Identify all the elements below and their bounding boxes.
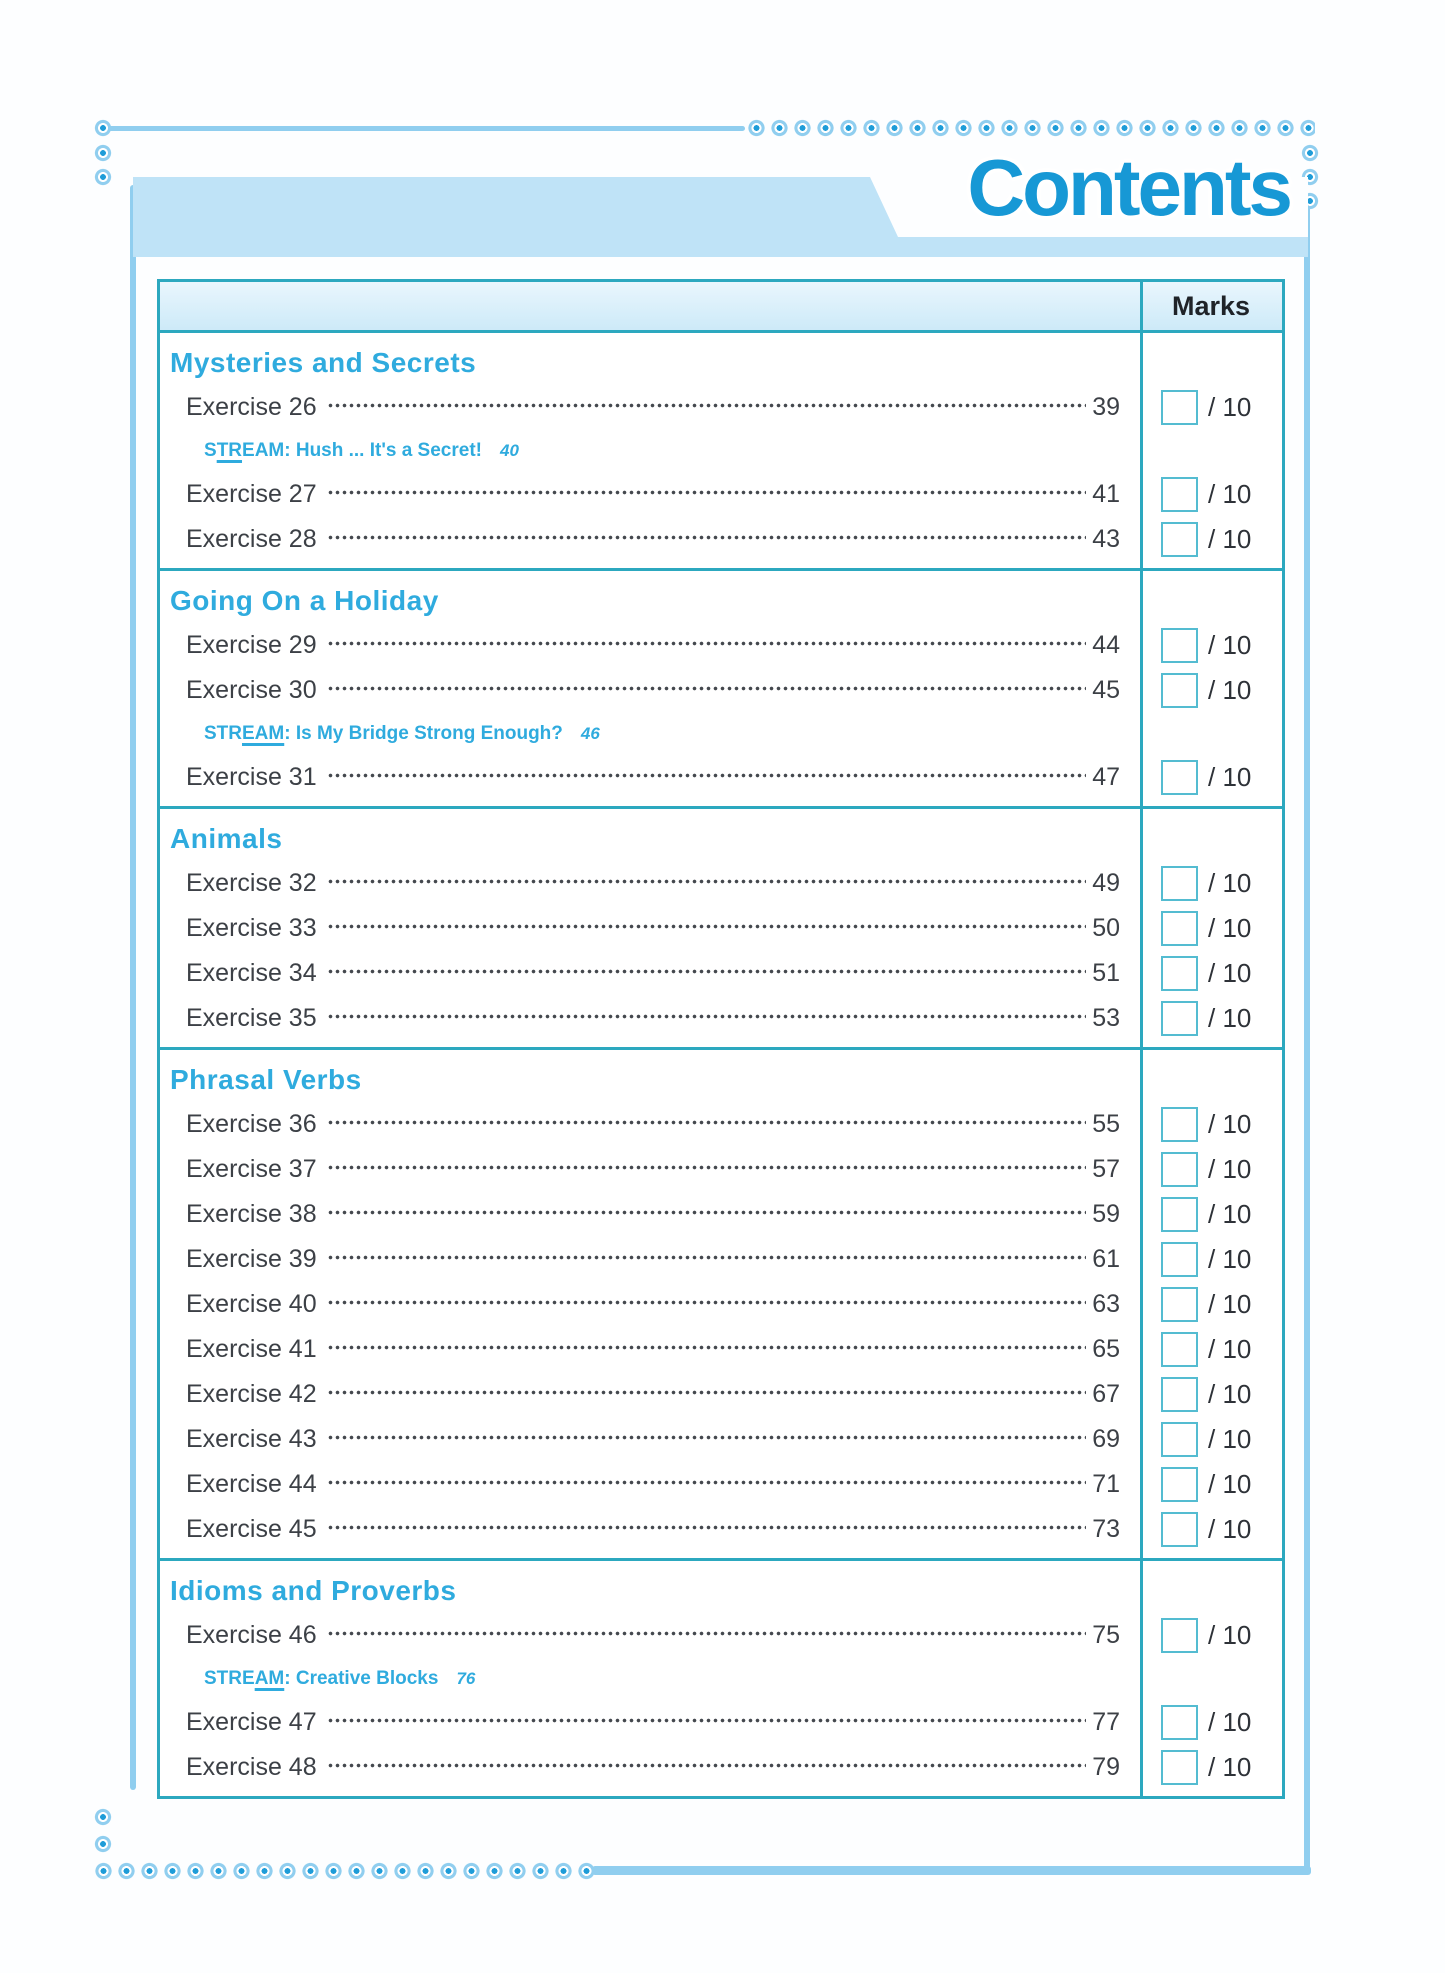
marks-denominator: / 10	[1208, 675, 1252, 705]
marks-cell	[1140, 1750, 1282, 1785]
row-main	[160, 723, 1140, 745]
dotted-leader	[327, 924, 1087, 929]
page-number: 41	[1092, 480, 1120, 508]
table-body	[160, 333, 1282, 1796]
toc-section	[160, 333, 1282, 568]
exercise-row	[160, 1700, 1282, 1745]
dotted-leader	[327, 490, 1087, 495]
marks-cell	[1140, 1512, 1282, 1547]
marks-box[interactable]	[1161, 522, 1198, 557]
exercise-row	[160, 1147, 1282, 1192]
row-main	[160, 1290, 1140, 1319]
dotted-leader	[327, 773, 1087, 778]
marks-cell	[1140, 1467, 1282, 1502]
toc-section	[160, 1558, 1282, 1796]
page-number: 47	[1092, 763, 1120, 791]
frame-bottom-bar	[592, 1866, 1311, 1875]
page-number: 59	[1092, 1200, 1120, 1228]
toc-section	[160, 568, 1282, 806]
frame-dot	[92, 1806, 114, 1828]
page-number: 61	[1092, 1245, 1120, 1273]
page-number: 57	[1092, 1155, 1120, 1183]
frame-dot	[92, 142, 114, 164]
page-number: 39	[1092, 393, 1120, 421]
dotted-leader	[327, 1631, 1087, 1636]
marks-box[interactable]	[1161, 1107, 1198, 1142]
dotted-leader	[327, 1525, 1087, 1530]
section-title: Animals	[170, 823, 283, 854]
row-main	[160, 1753, 1140, 1782]
exercise-row	[160, 668, 1282, 713]
marks-box[interactable]	[1161, 390, 1198, 425]
exercise-label: Exercise 36	[186, 1110, 317, 1138]
toc-section	[160, 1047, 1282, 1558]
marks-denominator: / 10	[1208, 762, 1252, 792]
row-main	[160, 1380, 1140, 1409]
exercise-label: Exercise 42	[186, 1380, 317, 1408]
frame-left-line	[130, 185, 136, 1790]
page-number: 65	[1092, 1335, 1120, 1363]
page-number: 50	[1092, 914, 1120, 942]
dotted-leader	[327, 1255, 1087, 1260]
marks-denominator: / 10	[1208, 1707, 1252, 1737]
exercise-label: Exercise 28	[186, 525, 317, 553]
row-main	[160, 1515, 1140, 1544]
exercise-label: Exercise 31	[186, 763, 317, 791]
row-main	[160, 631, 1140, 660]
section-title: Mysteries and Secrets	[170, 347, 477, 378]
frame-dot	[1299, 142, 1321, 164]
row-main	[160, 1621, 1140, 1650]
marks-box[interactable]	[1161, 1377, 1198, 1412]
page-number: 75	[1092, 1621, 1120, 1649]
stream-row	[160, 430, 1282, 472]
exercise-row	[160, 1282, 1282, 1327]
marks-box[interactable]	[1161, 628, 1198, 663]
frame-top-dots	[745, 117, 1315, 139]
row-main	[160, 763, 1140, 792]
page-number: 49	[1092, 869, 1120, 897]
marks-denominator: / 10	[1208, 1003, 1252, 1033]
frame-top-line	[105, 126, 745, 131]
exercise-row	[160, 1417, 1282, 1462]
marks-denominator: / 10	[1208, 1199, 1252, 1229]
exercise-label: Exercise 41	[186, 1335, 317, 1363]
row-main	[160, 676, 1140, 705]
marks-box[interactable]	[1161, 956, 1198, 991]
exercise-label: Exercise 29	[186, 631, 317, 659]
marks-denominator: / 10	[1208, 913, 1252, 943]
marks-cell	[1140, 1422, 1282, 1457]
dotted-leader	[327, 1345, 1087, 1350]
marks-denominator: / 10	[1208, 524, 1252, 554]
marks-cell	[1140, 1705, 1282, 1740]
marks-box[interactable]	[1161, 1287, 1198, 1322]
frame-dot	[92, 1833, 114, 1855]
exercise-label: Exercise 48	[186, 1753, 317, 1781]
page-number: 71	[1092, 1470, 1120, 1498]
marks-denominator: / 10	[1208, 1154, 1252, 1184]
exercise-row	[160, 996, 1282, 1041]
stream-row	[160, 1658, 1282, 1700]
marks-denominator: / 10	[1208, 1289, 1252, 1319]
row-main	[160, 1425, 1140, 1454]
dotted-leader	[327, 1435, 1087, 1440]
dotted-leader	[327, 403, 1087, 408]
dotted-leader	[327, 1210, 1087, 1215]
marks-denominator: / 10	[1208, 1244, 1252, 1274]
marks-denominator: / 10	[1208, 479, 1252, 509]
section-title: Going On a Holiday	[170, 585, 439, 616]
row-main	[160, 1110, 1140, 1139]
page-number: 73	[1092, 1515, 1120, 1543]
marks-cell	[1140, 1197, 1282, 1232]
page-number: 79	[1092, 1753, 1120, 1781]
exercise-label: Exercise 30	[186, 676, 317, 704]
section-title: Phrasal Verbs	[170, 1064, 362, 1095]
row-main	[160, 1708, 1140, 1737]
row-main	[160, 440, 1140, 462]
marks-denominator: / 10	[1208, 1469, 1252, 1499]
marks-denominator: / 10	[1208, 392, 1252, 422]
dotted-leader	[327, 1165, 1087, 1170]
marks-box[interactable]	[1161, 1750, 1198, 1785]
exercise-label: Exercise 34	[186, 959, 317, 987]
marks-box[interactable]	[1161, 1422, 1198, 1457]
row-main	[160, 1470, 1140, 1499]
page-number: 77	[1092, 1708, 1120, 1736]
row-main	[160, 525, 1140, 554]
marks-box[interactable]	[1161, 760, 1198, 795]
table-column-divider	[1140, 282, 1143, 1796]
marks-denominator: / 10	[1208, 1514, 1252, 1544]
marks-denominator: / 10	[1208, 1424, 1252, 1454]
page-number: 63	[1092, 1290, 1120, 1318]
marks-cell	[1140, 390, 1282, 425]
marks-denominator: / 10	[1208, 958, 1252, 988]
exercise-label: Exercise 26	[186, 393, 317, 421]
marks-cell	[1140, 911, 1282, 946]
row-main	[160, 1200, 1140, 1229]
exercise-label: Exercise 32	[186, 869, 317, 897]
page-number: 69	[1092, 1425, 1120, 1453]
row-main	[160, 1335, 1140, 1364]
row-main	[160, 1245, 1140, 1274]
row-main	[160, 393, 1140, 422]
section-title: Idioms and Proverbs	[170, 1575, 457, 1606]
marks-box[interactable]	[1161, 1618, 1198, 1653]
row-main	[160, 869, 1140, 898]
marks-box[interactable]	[1161, 1001, 1198, 1036]
stream-page-number: 46	[580, 724, 600, 743]
exercise-row	[160, 517, 1282, 562]
marks-cell	[1140, 522, 1282, 557]
frame-dot	[92, 117, 114, 139]
row-main	[160, 480, 1140, 509]
page-number: 45	[1092, 676, 1120, 704]
page-number: 53	[1092, 1004, 1120, 1032]
marks-denominator: / 10	[1208, 1334, 1252, 1364]
marks-cell	[1140, 1242, 1282, 1277]
exercise-row	[160, 1372, 1282, 1417]
marks-denominator: / 10	[1208, 1620, 1252, 1650]
exercise-label: Exercise 27	[186, 480, 317, 508]
marks-cell	[1140, 1618, 1282, 1653]
exercise-label: Exercise 38	[186, 1200, 317, 1228]
dotted-leader	[327, 641, 1087, 646]
dotted-leader	[327, 686, 1087, 691]
marks-cell	[1140, 1377, 1282, 1412]
marks-denominator: / 10	[1208, 868, 1252, 898]
marks-box[interactable]	[1161, 1467, 1198, 1502]
dotted-leader	[327, 1120, 1087, 1125]
marks-cell	[1140, 1287, 1282, 1322]
dotted-leader	[327, 1480, 1087, 1485]
marks-denominator: / 10	[1208, 1379, 1252, 1409]
exercise-row	[160, 861, 1282, 906]
marks-cell	[1140, 1152, 1282, 1187]
marks-cell	[1140, 673, 1282, 708]
row-main	[160, 959, 1140, 988]
page-number: 43	[1092, 525, 1120, 553]
marks-cell	[1140, 866, 1282, 901]
frame-dot	[92, 166, 114, 188]
stream-page-number: 76	[456, 1669, 476, 1688]
exercise-row	[160, 1745, 1282, 1790]
exercise-row	[160, 1462, 1282, 1507]
exercise-row	[160, 1237, 1282, 1282]
contents-table	[157, 279, 1285, 1799]
dotted-leader	[327, 1014, 1087, 1019]
marks-box[interactable]	[1161, 673, 1198, 708]
dotted-leader	[327, 1300, 1087, 1305]
marks-box[interactable]	[1161, 1512, 1198, 1547]
stream-label: STREAM: Hush ... It's a Secret!	[204, 440, 482, 461]
exercise-row	[160, 951, 1282, 996]
dotted-leader	[327, 1718, 1087, 1723]
stream-row	[160, 713, 1282, 755]
row-main	[160, 1155, 1140, 1184]
exercise-label: Exercise 37	[186, 1155, 317, 1183]
exercise-label: Exercise 40	[186, 1290, 317, 1318]
exercise-label: Exercise 35	[186, 1004, 317, 1032]
table-header-spacer	[160, 282, 1140, 330]
marks-denominator: / 10	[1208, 630, 1252, 660]
marks-denominator: / 10	[1208, 1752, 1252, 1782]
marks-box[interactable]	[1161, 1197, 1198, 1232]
marks-cell	[1140, 477, 1282, 512]
marks-box[interactable]	[1161, 911, 1198, 946]
exercise-row	[160, 755, 1282, 800]
exercise-row	[160, 906, 1282, 951]
marks-box[interactable]	[1161, 866, 1198, 901]
exercise-row	[160, 1102, 1282, 1147]
stream-label: STREAM: Is My Bridge Strong Enough?	[204, 723, 563, 744]
exercise-row	[160, 1507, 1282, 1552]
exercise-row	[160, 472, 1282, 517]
exercise-label: Exercise 43	[186, 1425, 317, 1453]
exercise-row	[160, 623, 1282, 668]
dotted-leader	[327, 1763, 1087, 1768]
row-main	[160, 914, 1140, 943]
stream-page-number: 40	[499, 441, 519, 460]
exercise-label: Exercise 39	[186, 1245, 317, 1273]
exercise-row	[160, 1327, 1282, 1372]
dotted-leader	[327, 1390, 1087, 1395]
exercise-label: Exercise 45	[186, 1515, 317, 1543]
frame-right-line	[1304, 205, 1310, 1874]
marks-cell	[1140, 628, 1282, 663]
exercise-row	[160, 385, 1282, 430]
exercise-label: Exercise 46	[186, 1621, 317, 1649]
table-header-row	[160, 282, 1282, 333]
toc-section	[160, 806, 1282, 1047]
marks-box[interactable]	[1161, 1242, 1198, 1277]
marks-cell	[1140, 1001, 1282, 1036]
marks-box[interactable]	[1161, 1705, 1198, 1740]
marks-denominator: / 10	[1208, 1109, 1252, 1139]
page-number: 44	[1092, 631, 1120, 659]
exercise-row	[160, 1192, 1282, 1237]
exercise-row	[160, 1613, 1282, 1658]
exercise-label: Exercise 47	[186, 1708, 317, 1736]
marks-column-header: Marks	[1171, 290, 1251, 321]
page-number: 67	[1092, 1380, 1120, 1408]
exercise-label: Exercise 33	[186, 914, 317, 942]
marks-box[interactable]	[1161, 1332, 1198, 1367]
page-number: 55	[1092, 1110, 1120, 1138]
row-main	[160, 1004, 1140, 1033]
exercise-label: Exercise 44	[186, 1470, 317, 1498]
marks-cell	[1140, 956, 1282, 991]
dotted-leader	[327, 879, 1087, 884]
marks-box[interactable]	[1161, 1152, 1198, 1187]
marks-box[interactable]	[1161, 477, 1198, 512]
stream-label: STREAM: Creative Blocks	[204, 1668, 439, 1689]
marks-cell	[1140, 760, 1282, 795]
marks-cell	[1140, 1107, 1282, 1142]
frame-bottom-dots	[92, 1860, 597, 1882]
marks-cell	[1140, 1332, 1282, 1367]
page-number: 51	[1092, 959, 1120, 987]
row-main	[160, 1668, 1140, 1690]
dotted-leader	[327, 535, 1087, 540]
dotted-leader	[327, 969, 1087, 974]
page-title: Contents	[967, 143, 1290, 232]
